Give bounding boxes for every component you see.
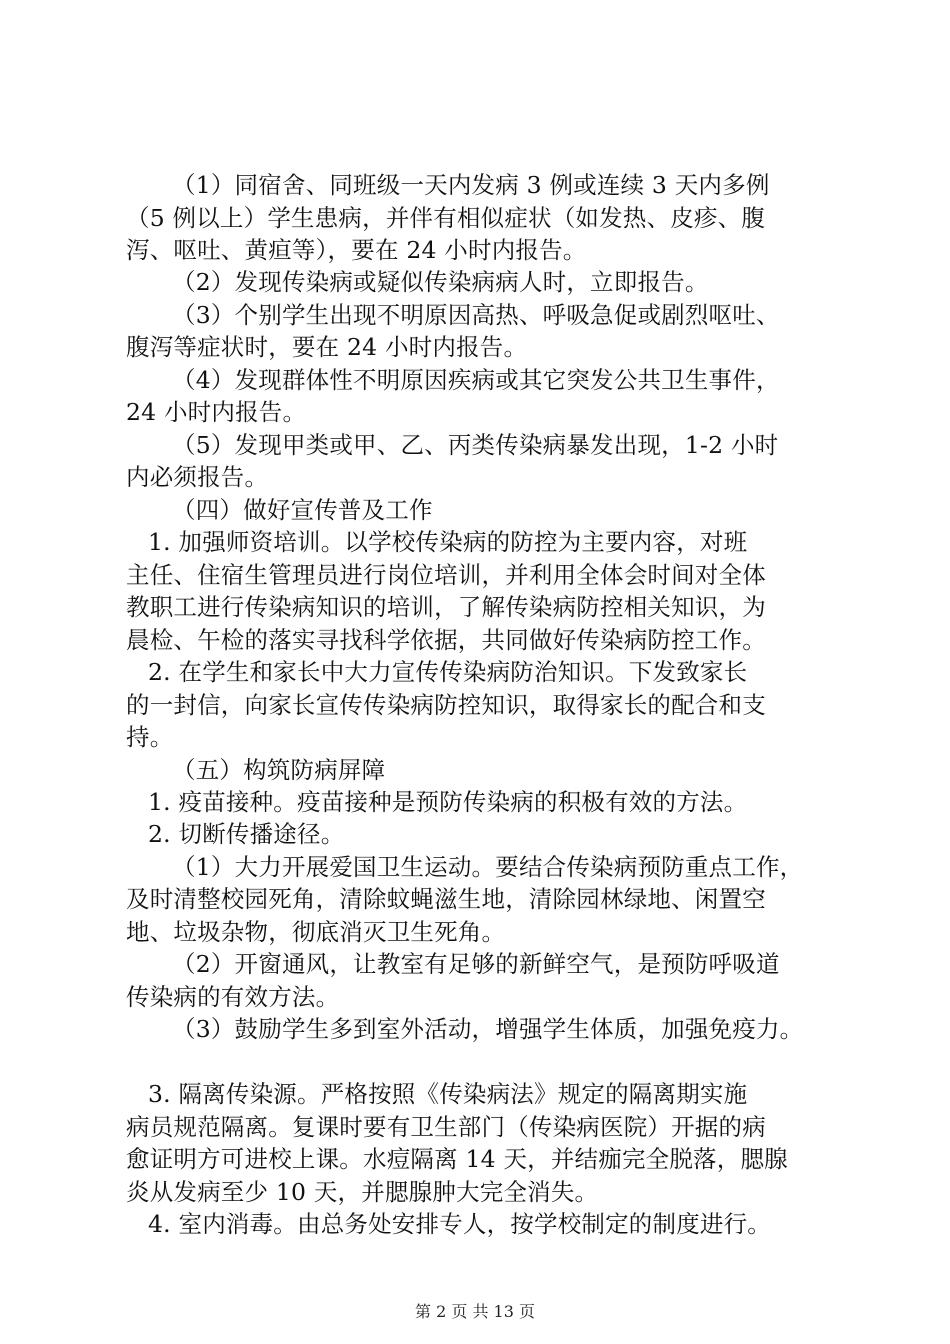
text-line: 传染病的有效方法。	[126, 982, 340, 1011]
text-line: （2）开窗通风，让教室有足够的新鲜空气，是预防呼吸道	[172, 950, 780, 979]
text-line: 1. 加强师资培训。以学校传染病的防控为主要内容，对班	[148, 528, 748, 557]
text-line: 4. 室内消毒。由总务处安排专人，按学校制定的制度进行。	[148, 1210, 771, 1239]
text-line: （2）发现传染病或疑似传染病病人时，立即报告。	[172, 268, 709, 297]
text-line: 持。	[126, 723, 174, 752]
text-line: 地、垃圾杂物，彻底消灭卫生死角。	[126, 917, 506, 946]
text-line: 炎从发病至少 10 天，并腮腺肿大完全消失。	[126, 1177, 599, 1206]
text-line: （1）大力开展爱国卫生运动。要结合传染病预防重点工作，	[172, 852, 804, 881]
text-line: 内必须报告。	[126, 463, 269, 492]
text-line: （5 例以上）学生患病，并伴有相似症状（如发热、皮疹、腹	[126, 203, 766, 232]
text-line: 2. 切断传播途径。	[148, 820, 345, 849]
text-line: （1）同宿舍、同班级一天内发病 3 例或连续 3 天内多例	[172, 171, 770, 200]
text-line: 愈证明方可进校上课。水痘隔离 14 天，并结痂完全脱落，腮腺	[126, 1145, 788, 1174]
text-line: （3）鼓励学生多到室外活动，增强学生体质，加强免疫力。	[172, 1015, 804, 1044]
page-footer: 第 2 页 共 13 页	[415, 1302, 535, 1321]
text-line: 腹泻等症状时，要在 24 小时内报告。	[126, 333, 528, 362]
text-line: （五）构筑防病屏障	[172, 755, 386, 784]
text-line: （5）发现甲类或甲、乙、丙类传染病暴发出现，1-2 小时	[172, 430, 779, 459]
text-line: 1. 疫苗接种。疫苗接种是预防传染病的积极有效的方法。	[148, 788, 748, 816]
text-line: （四）做好宣传普及工作	[172, 495, 433, 524]
text-line: （4）发现群体性不明原因疾病或其它突发公共卫生事件，	[172, 365, 780, 394]
text-line: 及时清整校园死角，清除蚊蝇滋生地，清除园林绿地、闲置空	[126, 885, 766, 914]
text-line: 2. 在学生和家长中大力宣传传染病防治知识。下发致家长	[148, 658, 748, 687]
text-line: 主任、住宿生管理员进行岗位培训，并利用全体会时间对全体	[126, 560, 766, 589]
text-line: 24 小时内报告。	[126, 398, 307, 427]
text-line: （3）个别学生出现不明原因高热、呼吸急促或剧烈呕吐、	[172, 300, 780, 329]
text-line: 泻、呕吐、黄疸等），要在 24 小时内报告。	[126, 236, 587, 265]
text-line: 的一封信，向家长宣传传染病防控知识，取得家长的配合和支	[126, 690, 766, 719]
text-line: 教职工进行传染病知识的培训，了解传染病防控相关知识，为	[126, 593, 766, 622]
text-line: 3. 隔离传染源。严格按照《传染病法》规定的隔离期实施	[148, 1080, 748, 1109]
text-line: 病员规范隔离。复课时要有卫生部门（传染病医院）开据的病	[126, 1112, 766, 1141]
text-line: 晨检、午检的落实寻找科学依据，共同做好传染病防控工作。	[126, 625, 766, 654]
